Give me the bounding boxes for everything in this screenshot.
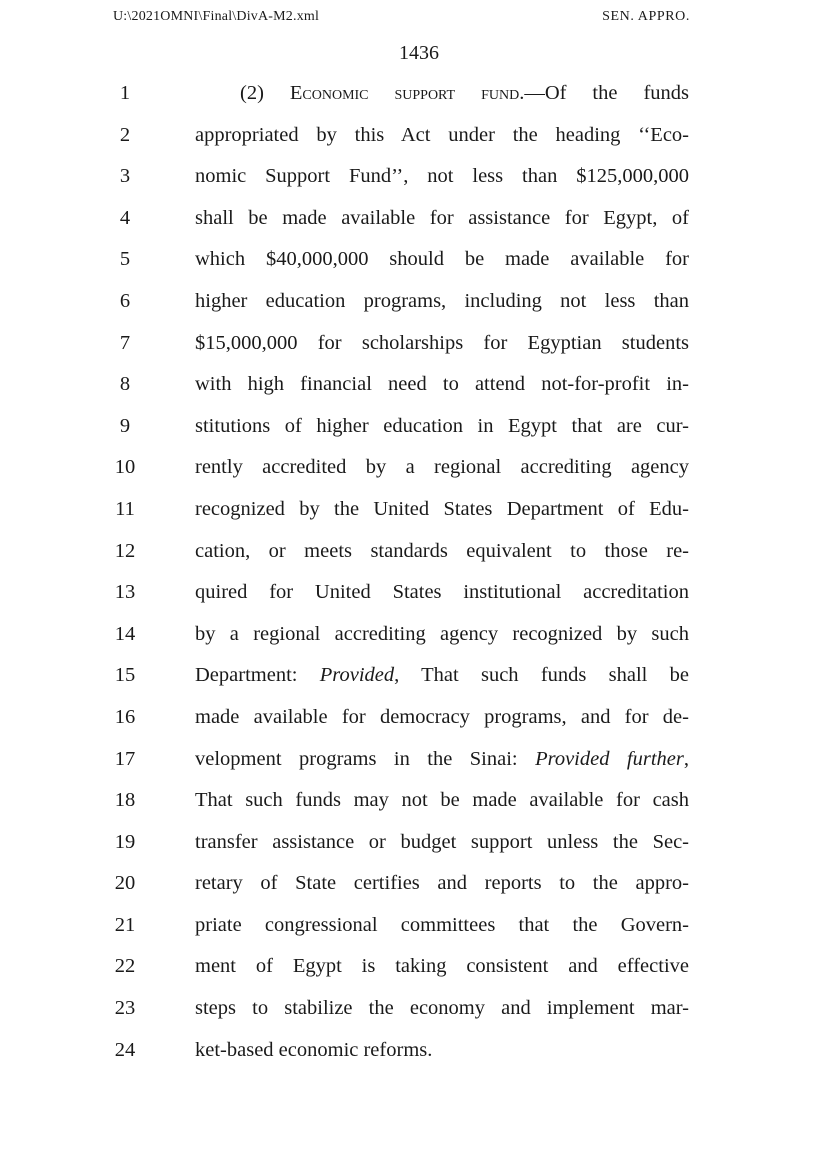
line-number: 18 — [114, 789, 136, 812]
line-number: 9 — [119, 414, 131, 437]
line-number: 24 — [114, 1038, 136, 1061]
line-number: 19 — [114, 830, 136, 853]
line-number: 17 — [114, 747, 136, 770]
text-line-18: That such funds may not be made available for cash — [195, 789, 689, 812]
text-line-4: shall be made available for assistance for Egypt, of — [195, 206, 689, 229]
line-number: 3 — [119, 165, 131, 188]
line-number: 1 — [119, 82, 131, 104]
line-number: 13 — [114, 581, 136, 604]
text-line-15: Department: Provided, That such funds shall be — [195, 664, 689, 687]
text-line-11: recognized by the United States Department of Edu- — [195, 497, 689, 520]
text-line-22: ment of Egypt is taking consistent and effective — [195, 955, 689, 978]
proviso-italic: Provided further — [535, 747, 684, 770]
committee-header: SEN. APPRO. — [602, 9, 690, 24]
line-number: 20 — [114, 872, 136, 895]
text-line-6: higher education programs, including not less than — [195, 289, 689, 312]
line-number: 14 — [114, 622, 136, 645]
line-number: 21 — [114, 913, 136, 936]
line-number: 12 — [114, 539, 136, 562]
line-number: 23 — [114, 997, 136, 1020]
text-line-13: quired for United States institutional accreditation — [195, 581, 689, 604]
line-number: 4 — [119, 206, 131, 229]
line-number: 10 — [114, 456, 136, 479]
text-line-19: transfer assistance or budget support unless the Sec- — [195, 830, 689, 853]
line-number: 5 — [119, 248, 131, 271]
line-number: 8 — [119, 373, 131, 396]
body-text — [195, 79, 689, 1077]
text-line-1: (2) Economic support fund.—Of the funds — [240, 82, 689, 104]
line-number: 22 — [114, 955, 136, 978]
text-line-5: which $40,000,000 should be made available for — [195, 248, 689, 271]
line-number: 16 — [114, 705, 136, 728]
proviso-italic: Provided — [319, 664, 395, 687]
paragraph-number: (2) — [240, 82, 290, 104]
text-line-17: velopment programs in the Sinai: Provided further, — [195, 747, 690, 770]
text-line-2: appropriated by this Act under the heading ‘‘Eco- — [195, 123, 689, 146]
text-line-21: priate congressional committees that the Govern- — [195, 913, 689, 936]
line-number: 11 — [115, 497, 135, 520]
section-heading: Economic support fund — [289, 82, 520, 104]
text-line-16: made available for democracy programs, and for de- — [195, 705, 689, 728]
text-line-7: $15,000,000 for scholarships for Egyptian students — [195, 331, 689, 354]
line-number: 6 — [119, 289, 131, 312]
file-path-header: U:\2021OMNI\Final\DivA-M2.xml — [113, 9, 320, 24]
text-line-9: stitutions of higher education in Egypt that are cur- — [195, 414, 689, 437]
text-line-23: steps to stabilize the economy and implement mar- — [195, 997, 689, 1020]
line-number-column — [100, 79, 150, 1077]
text-line-14: by a regional accrediting agency recognized by such — [195, 622, 689, 645]
line-number: 2 — [119, 123, 131, 146]
text-line-24: ket-based economic reforms. — [195, 1038, 433, 1061]
text-line-8: with high financial need to attend not-for-profit in- — [195, 373, 689, 396]
line-number: 7 — [119, 331, 131, 354]
line-number: 15 — [114, 664, 136, 687]
page-number: 1436 — [399, 42, 439, 64]
text-line-3: nomic Support Fund’’, not less than $125,000,000 — [195, 165, 689, 188]
text-line-12: cation, or meets standards equivalent to those re- — [195, 539, 689, 562]
text-line-10: rently accredited by a regional accrediting agency — [195, 456, 689, 479]
text-line-20: retary of State certifies and reports to the appro- — [195, 872, 689, 895]
